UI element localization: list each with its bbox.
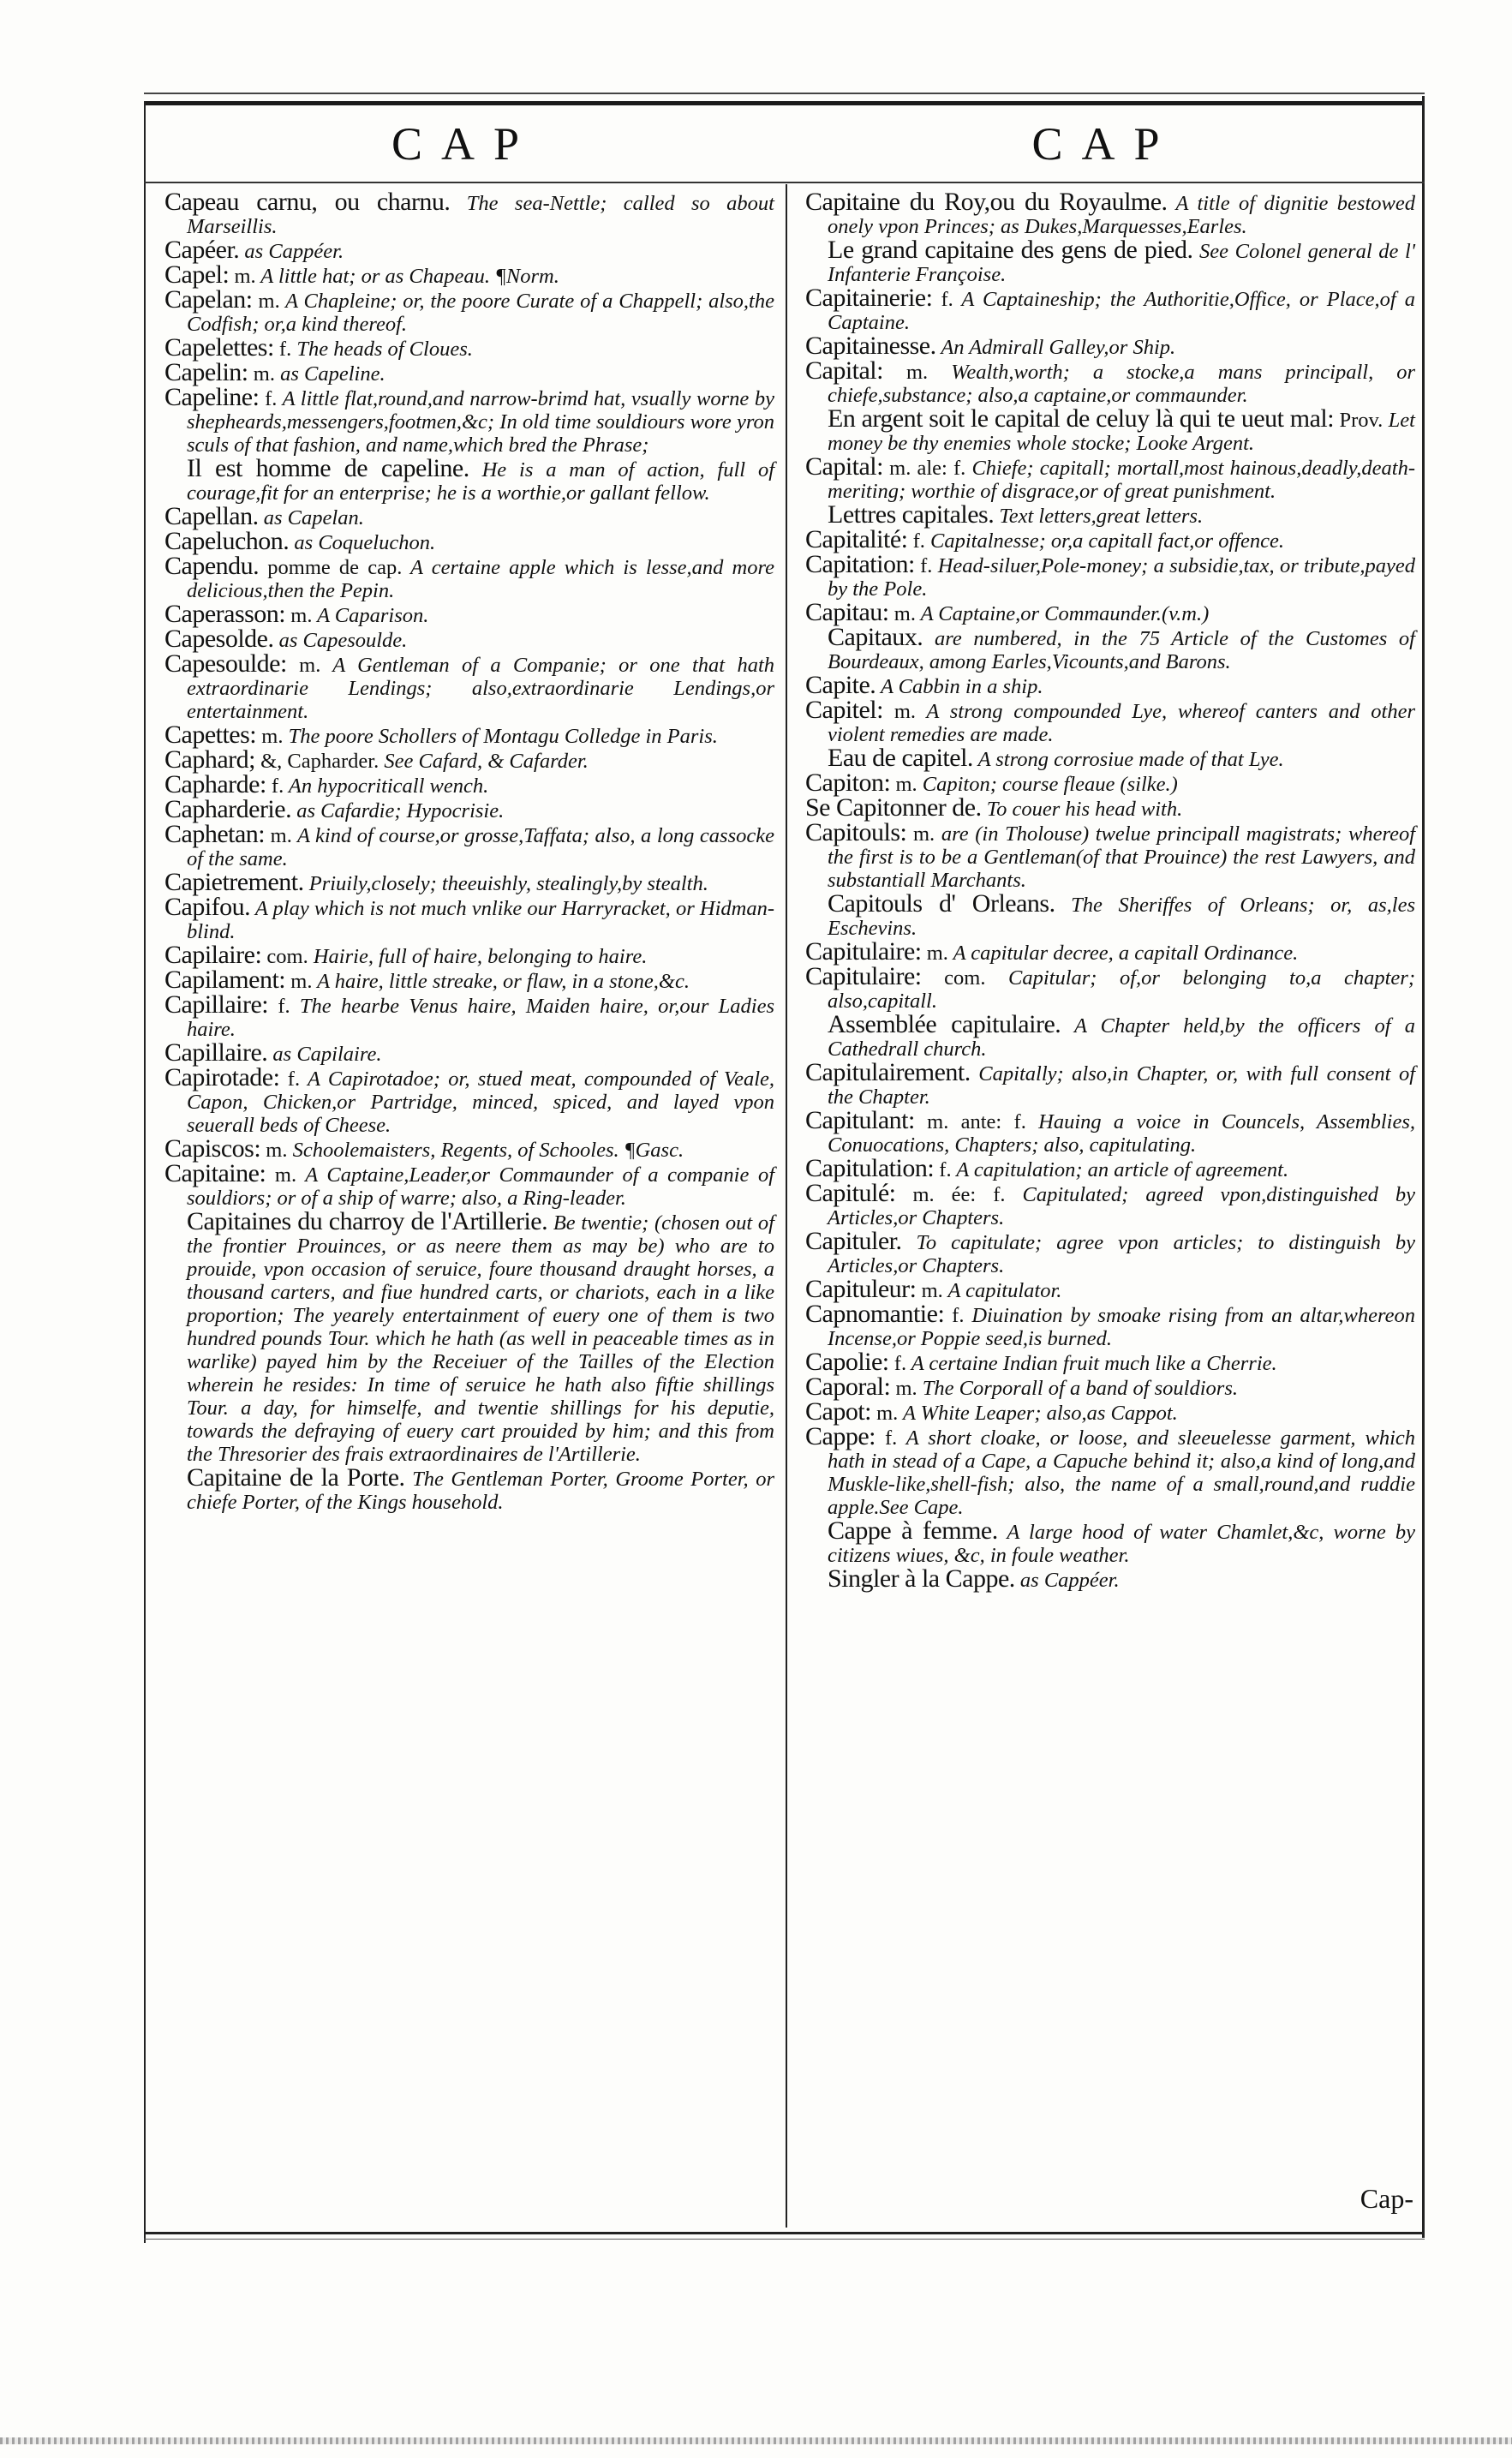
entry-headword: Capharde: bbox=[164, 770, 266, 798]
entry-headword: Capietrement. bbox=[164, 868, 304, 896]
entry-definition: A Cabbin in a ship. bbox=[876, 675, 1043, 698]
entry-definition: See Cafard, & Cafarder. bbox=[379, 750, 589, 773]
dictionary-entry bbox=[164, 454, 775, 505]
entry-definition: A certaine apple which is lesse,and more delicious,then the Pepin. bbox=[187, 556, 774, 602]
dictionary-entry bbox=[805, 1350, 1415, 1375]
entry-headword: Capitainerie: bbox=[805, 284, 933, 312]
dictionary-entry bbox=[805, 404, 1415, 455]
entry-grammar: m. bbox=[871, 1402, 899, 1425]
dictionary-entry bbox=[164, 1463, 774, 1514]
entry-headword: Capitau: bbox=[805, 598, 889, 626]
dictionary-entry bbox=[805, 1181, 1415, 1229]
entry-headword: Capillaire: bbox=[164, 990, 269, 1019]
entry-definition: as Capelan. bbox=[258, 506, 364, 529]
entry-grammar: pomme de cap. bbox=[259, 556, 403, 579]
entry-headword: Capelan: bbox=[164, 285, 253, 314]
dictionary-entry bbox=[805, 1516, 1415, 1567]
entry-grammar: f. bbox=[907, 529, 925, 553]
entry-grammar: m. bbox=[252, 290, 280, 313]
dictionary-entry bbox=[805, 1564, 1415, 1593]
header-rule bbox=[144, 182, 1425, 183]
dictionary-entry bbox=[164, 745, 774, 774]
entry-headword: Capendu. bbox=[164, 552, 260, 580]
entry-definition: Chiefe; capitall; mortall,most hainous,deadly,death-meriting; worthie of disgrace,or of great punishment. bbox=[828, 457, 1415, 503]
frame-left-rule bbox=[144, 101, 146, 2243]
dictionary-entry bbox=[164, 1038, 774, 1067]
catchword: Cap- bbox=[1360, 2183, 1413, 2214]
dictionary-entry bbox=[805, 818, 1415, 892]
dictionary-entry bbox=[805, 698, 1415, 746]
entry-headword: Capifou. bbox=[164, 893, 251, 921]
entry-definition: To capitulate; agree vpon articles; to distinguish by Articles,or Chapters. bbox=[828, 1231, 1415, 1277]
entry-headword: Capesoulde: bbox=[164, 649, 287, 678]
entry-definition: See Colonel general de l' Infanterie Françoise. bbox=[828, 240, 1415, 286]
dictionary-entry bbox=[805, 962, 1415, 1013]
dictionary-entry bbox=[164, 895, 774, 943]
entry-grammar: m. bbox=[890, 773, 917, 796]
entry-definition: To couer his head with. bbox=[981, 798, 1183, 821]
entry-headword: Capite. bbox=[805, 671, 876, 699]
entry-headword: Capitulaire: bbox=[805, 962, 922, 990]
entry-definition: A capitulation; an article of agreement. bbox=[951, 1158, 1289, 1181]
dictionary-entry bbox=[164, 383, 774, 457]
entry-grammar: m. bbox=[921, 942, 948, 965]
dictionary-entry bbox=[164, 333, 774, 362]
entry-grammar: f. bbox=[279, 1068, 301, 1091]
entry-headword: Capesolde. bbox=[164, 625, 274, 653]
entry-headword: Capilaire: bbox=[164, 941, 262, 969]
entry-definition: A large hood of water Chamlet,&c, worne by citizens wiues, &c, in foule weather. bbox=[828, 1521, 1415, 1567]
entry-headword: Capitouls: bbox=[805, 818, 907, 846]
entry-headword: Eau de capitel. bbox=[828, 744, 973, 772]
dictionary-entry bbox=[164, 1063, 774, 1137]
entry-headword: Capel: bbox=[164, 260, 230, 289]
entry-definition: A White Leaper; also,as Cappot. bbox=[898, 1402, 1178, 1425]
entry-definition: A haire, little streake, or flaw, in a stone,&c. bbox=[312, 970, 690, 993]
dictionary-entry bbox=[164, 285, 774, 336]
dictionary-entry bbox=[164, 190, 774, 238]
entry-grammar: f. bbox=[914, 554, 933, 577]
entry-definition: A little hat; or as Chapeau. ¶Norm. bbox=[255, 265, 559, 288]
dictionary-entry bbox=[164, 990, 774, 1041]
frame-right-rule bbox=[1422, 96, 1425, 2238]
entry-definition: A strong compounded Lye, whereof canters and other violent remedies are made. bbox=[828, 700, 1415, 746]
entry-definition: as Coqueluchon. bbox=[289, 531, 436, 554]
dictionary-entry bbox=[805, 1277, 1415, 1302]
entry-definition: A title of dignitie bestowed onely vpon Princes; as Dukes,Marquesses,Earles. bbox=[828, 192, 1415, 238]
entry-grammar: m. bbox=[229, 265, 256, 288]
entry-headword: Capitaine: bbox=[164, 1159, 266, 1187]
entry-definition: as Capeline. bbox=[274, 362, 385, 386]
frame-bottom-rule bbox=[144, 2232, 1425, 2234]
dictionary-entry bbox=[164, 238, 774, 263]
entry-definition: The Sheriffes of Orleans; or, as,les Eschevins. bbox=[828, 894, 1415, 940]
entry-headword: Capiscos: bbox=[164, 1134, 261, 1163]
entry-grammar: m. bbox=[265, 824, 292, 847]
entry-headword: Singler à la Cappe. bbox=[828, 1564, 1015, 1593]
entry-definition: Capiton; course fleaue (silke.) bbox=[917, 773, 1178, 796]
entry-headword: Capelin: bbox=[164, 358, 248, 386]
dictionary-entry bbox=[164, 260, 774, 289]
dictionary-entry bbox=[805, 452, 1415, 503]
entry-headword: En argent soit le capital de celuy là qui te ueut mal: bbox=[828, 404, 1335, 433]
dictionary-entry bbox=[805, 334, 1415, 359]
entry-definition: Hairie, full of haire, belonging to haire. bbox=[308, 945, 648, 968]
entry-grammar: m. bbox=[916, 1279, 943, 1302]
entry-headword: Capeluchon. bbox=[164, 527, 290, 555]
entry-definition: He is a man of action, full of courage,fit for an enterprise; he is a worthie,or gallant fellow. bbox=[187, 458, 775, 505]
dictionary-entry bbox=[805, 889, 1415, 940]
entry-definition: A Captaine,Leader,or Commaunder of a companie of souldiors; or of a ship of warre; also, a Ring-leader. bbox=[187, 1163, 774, 1210]
entry-definition: as Cappéer. bbox=[239, 240, 344, 263]
running-head-left: CAP bbox=[391, 118, 539, 170]
dictionary-entry bbox=[805, 1397, 1415, 1426]
entry-definition: Schoolemaisters, Regents, of Schooles. ¶Gasc. bbox=[287, 1139, 684, 1162]
entry-grammar: f. bbox=[932, 288, 953, 311]
entry-grammar: m. bbox=[260, 1139, 288, 1162]
entry-headword: Capellan. bbox=[164, 502, 259, 530]
entry-headword: Capéer. bbox=[164, 236, 240, 264]
entry-grammar: m. bbox=[266, 1163, 297, 1187]
entry-headword: Caperasson: bbox=[164, 600, 286, 628]
entry-grammar: m. bbox=[256, 725, 284, 748]
entry-headword: Lettres capitales. bbox=[828, 500, 995, 529]
entry-grammar: m. bbox=[286, 654, 321, 677]
frame-bottom-thin-rule bbox=[144, 2239, 1425, 2240]
left-column bbox=[164, 190, 774, 1514]
entry-definition: A Gentleman of a Companie; or one that hath extraordinarie Lendings; also,extraordinarie Lendings,or entertainment. bbox=[187, 654, 774, 723]
entry-headword: Capharderie. bbox=[164, 795, 292, 823]
dictionary-entry bbox=[164, 627, 774, 652]
entry-headword: Capitainesse. bbox=[805, 332, 936, 360]
entry-grammar: f. bbox=[934, 1158, 952, 1181]
entry-headword: Capituleur: bbox=[805, 1275, 917, 1303]
entry-headword: Capettes: bbox=[164, 721, 257, 749]
dictionary-entry bbox=[805, 525, 1415, 553]
dictionary-entry bbox=[164, 602, 774, 627]
entry-definition: Hauing a voice in Councels, Assemblies, Conuocations, Chapters; also, capitulating. bbox=[828, 1110, 1416, 1157]
entry-headword: Capitulant: bbox=[805, 1106, 915, 1134]
dictionary-entry bbox=[805, 598, 1415, 626]
entry-grammar: f. bbox=[268, 995, 290, 1018]
entry-headword: Assemblée capitulaire. bbox=[828, 1010, 1061, 1038]
entry-definition: A short cloake, or loose, and sleeuelesse garment, which hath in stead of a Cape, a Capuche behind it; also,a kind of long,and Muskle-like,shell-fish; also, the name of a small,round,and ruddie apple.See Cape. bbox=[828, 1426, 1415, 1519]
entry-headword: Capital: bbox=[805, 356, 883, 385]
dictionary-entry bbox=[164, 943, 774, 968]
entry-definition: are (in Tholouse) twelue principall magistrats; whereof the first is to be a Gentleman(of that Prouince) the rest Lawyers, and substantiall Marchants. bbox=[828, 822, 1415, 892]
entry-headword: Capilament: bbox=[164, 966, 286, 994]
entry-headword: Capitaux. bbox=[828, 623, 923, 651]
entry-definition: A little flat,round,and narrow-brimd hat, vsually worne by shepheards,messengers,footmen,&c; In old time souldiours wore yron sculs of that fashion, and name,which bred the Phrase; bbox=[187, 387, 774, 457]
entry-definition: A Caparison. bbox=[312, 604, 429, 627]
entry-headword: Caporal: bbox=[805, 1373, 891, 1401]
dictionary-entry bbox=[164, 870, 774, 895]
dictionary-entry bbox=[164, 822, 774, 870]
entry-grammar: f. bbox=[944, 1304, 965, 1327]
frame-top-thin-rule bbox=[144, 93, 1425, 94]
entry-headword: Se Capitonner de. bbox=[805, 793, 982, 822]
dictionary-entry bbox=[805, 1229, 1415, 1277]
entry-headword: Capitulairement. bbox=[805, 1058, 971, 1086]
entry-definition: Priuily,closely; theeuishly, stealingly,by stealth. bbox=[303, 872, 708, 895]
dictionary-entry bbox=[805, 793, 1415, 822]
entry-grammar: f. bbox=[259, 387, 278, 410]
dictionary-entry bbox=[805, 625, 1415, 673]
entry-headword: Il est homme de capeline. bbox=[187, 454, 469, 482]
entry-definition: A certaine Indian fruit much like a Cherrie. bbox=[906, 1352, 1277, 1375]
entry-definition: The hearbe Venus haire, Maiden haire, or,our Ladies haire. bbox=[187, 995, 774, 1041]
dictionary-entry bbox=[805, 1010, 1415, 1061]
entry-headword: Capitulé: bbox=[805, 1179, 896, 1207]
entry-definition: Let money be thy enemies whole stocke; Looke Argent. bbox=[828, 409, 1415, 455]
entry-grammar: com. bbox=[921, 966, 986, 990]
entry-definition: A Chapter held,by the officers of a Cathedrall church. bbox=[828, 1014, 1415, 1061]
entry-definition: An Admirall Galley,or Ship. bbox=[935, 336, 1176, 359]
dictionary-entry bbox=[805, 768, 1415, 797]
dictionary-entry bbox=[164, 502, 774, 530]
entry-headword: Capitouls d' Orleans. bbox=[828, 889, 1055, 918]
entry-grammar: f. bbox=[273, 338, 292, 361]
entry-headword: Capital: bbox=[805, 452, 883, 481]
dictionary-entry bbox=[164, 968, 774, 993]
entry-definition: as Cappéer. bbox=[1014, 1569, 1120, 1592]
entry-definition: The Gentleman Porter, Groome Porter, or chiefe Porter, of the Kings household. bbox=[187, 1468, 774, 1514]
entry-headword: Capitalité: bbox=[805, 525, 908, 553]
entry-definition: Capitalnesse; or,a capitall fact,or offence. bbox=[924, 529, 1285, 553]
dictionary-entry bbox=[164, 770, 774, 798]
dictionary-entry bbox=[164, 795, 774, 823]
dictionary-entry bbox=[164, 1159, 774, 1210]
dictionary-entry bbox=[805, 673, 1415, 698]
entry-headword: Capirotade: bbox=[164, 1063, 280, 1091]
entry-definition: The heads of Cloues. bbox=[291, 338, 473, 361]
dictionary-entry bbox=[164, 1134, 774, 1163]
entry-definition: Capitally; also,in Chapter, or, with full consent of the Chapter. bbox=[828, 1062, 1415, 1109]
entry-headword: Capelettes: bbox=[164, 333, 274, 362]
entry-grammar: m. bbox=[890, 1377, 917, 1400]
entry-definition: A Capirotadoe; or, stued meat, compounded of Veale, Capon, Chicken,or Partridge, minced, spiced, and layed vpon seuerall beds of Cheese. bbox=[187, 1068, 774, 1137]
entry-definition: A play which is not much vnlike our Harryracket, or Hidman-blind. bbox=[187, 897, 774, 943]
entry-definition: The sea-Nettle; called so about Marseillis. bbox=[187, 192, 774, 238]
entry-headword: Capitulation: bbox=[805, 1154, 935, 1182]
dictionary-entry bbox=[805, 1422, 1415, 1519]
entry-definition: Capitular; of,or belonging to,a chapter; also,capitall. bbox=[828, 966, 1415, 1013]
entry-grammar: m. ale: f. bbox=[882, 457, 966, 480]
entry-definition: A capitulator. bbox=[942, 1279, 1062, 1302]
entry-definition: Be twentie; (chosen out of the frontier Prouinces, or as neere them as may be) who are to prouide, vpon occasion of seruice, foure thousand draught horses, a thousand carters, and fiue hundred carts, or chariots, each in a like proportion; The yearely entertainment of euery one of them is two hundred pounds Tour. which he hath (as well in peaceable times as in warlike) payed him by the Receiuer of the Tailles of the Election wherein he resides: In time of seruice he hath also fiftie shillings Tour. a day, for himselfe, and twentie shillings for his deputie, towards the defraying of euery cart prouided by him; and this from the Thresorier des frais extraordinaires de l'Artillerie. bbox=[187, 1211, 774, 1466]
dictionary-entry bbox=[164, 554, 774, 602]
dictionary-entry bbox=[805, 550, 1415, 601]
dictionary-entry bbox=[164, 529, 774, 554]
dictionary-entry bbox=[164, 358, 774, 386]
entry-definition: as Cafardie; Hypocrisie. bbox=[291, 799, 505, 822]
entry-headword: Capillaire. bbox=[164, 1038, 268, 1067]
entry-definition: The poore Schollers of Montagu Colledge in Paris. bbox=[283, 725, 718, 748]
entry-headword: Capitaine de la Porte. bbox=[187, 1463, 405, 1492]
entry-grammar: m. ante: f. bbox=[914, 1110, 1026, 1133]
entry-definition: are numbered, in the 75 Article of the Customes of Bourdeaux, among Earles,Vicounts,and Barons. bbox=[828, 627, 1415, 673]
dictionary-entry bbox=[805, 286, 1415, 334]
dictionary-entry bbox=[805, 1058, 1415, 1109]
entry-headword: Capitation: bbox=[805, 550, 915, 578]
entry-headword: Capitel: bbox=[805, 696, 883, 724]
entry-headword: Cappe: bbox=[805, 1422, 876, 1450]
entry-headword: Capeline: bbox=[164, 383, 260, 411]
entry-headword: Capeau carnu, ou charnu. bbox=[164, 188, 451, 216]
dictionary-entry bbox=[805, 1375, 1415, 1400]
entry-grammar: &, Capharder. bbox=[254, 750, 379, 773]
running-head-right: CAP bbox=[1031, 118, 1179, 170]
dictionary-entry bbox=[164, 1207, 774, 1466]
entry-grammar: m. bbox=[888, 602, 916, 625]
entry-headword: Capituler. bbox=[805, 1227, 902, 1255]
entry-headword: Capnomantie: bbox=[805, 1300, 945, 1328]
entry-grammar: Prov. bbox=[1334, 409, 1384, 432]
entry-grammar: m. ée: f. bbox=[895, 1183, 1006, 1206]
entry-definition: as Capesoulde. bbox=[273, 629, 408, 652]
entry-headword: Le grand capitaine des gens de pied. bbox=[828, 236, 1193, 264]
dictionary-entry bbox=[805, 356, 1415, 407]
entry-grammar: m. bbox=[248, 362, 275, 386]
entry-grammar: f. bbox=[888, 1352, 907, 1375]
dictionary-entry bbox=[805, 500, 1415, 529]
entry-definition: A Chapleine; or, the poore Curate of a Chappell; also,the Codfish; or,a kind thereof. bbox=[187, 290, 774, 336]
dictionary-entry bbox=[805, 1154, 1415, 1182]
entry-definition: The Corporall of a band of souldiors. bbox=[917, 1377, 1238, 1400]
entry-headword: Capitaine du Roy,ou du Royaulme. bbox=[805, 188, 1168, 216]
entry-headword: Capolie: bbox=[805, 1348, 889, 1376]
entry-headword: Capitaines du charroy de l'Artillerie. bbox=[187, 1207, 548, 1235]
dictionary-entry bbox=[164, 649, 774, 723]
entry-definition: Wealth,worth; a stocke,a mans principall, or chiefe,substance; also,a captaine,or commaunder. bbox=[828, 361, 1415, 407]
dictionary-entry bbox=[164, 723, 774, 748]
entry-definition: Diuination by smoake rising from an altar,whereon Incense,or Poppie seed,is burned. bbox=[828, 1304, 1415, 1350]
entry-headword: Caphetan: bbox=[164, 820, 266, 848]
scan-edge-strip bbox=[0, 2437, 1512, 2444]
entry-definition: as Capilaire. bbox=[267, 1043, 382, 1066]
entry-headword: Capot: bbox=[805, 1397, 871, 1426]
entry-headword: Caphard; bbox=[164, 745, 255, 774]
entry-grammar: com. bbox=[261, 945, 308, 968]
dictionary-entry bbox=[805, 746, 1415, 771]
entry-grammar: m. bbox=[285, 970, 313, 993]
dictionary-entry bbox=[805, 190, 1415, 238]
column-divider bbox=[786, 184, 787, 2228]
entry-grammar: f. bbox=[266, 774, 284, 798]
entry-definition: A Captaine,or Commaunder.(v.m.) bbox=[915, 602, 1210, 625]
entry-grammar: m. bbox=[882, 361, 929, 384]
entry-definition: An hypocriticall wench. bbox=[284, 774, 489, 798]
entry-definition: Text letters,great letters. bbox=[994, 505, 1204, 528]
entry-definition: Capitulated; agreed vpon,distinguished by Articles,or Chapters. bbox=[828, 1183, 1415, 1229]
entry-headword: Cappe à femme. bbox=[828, 1516, 998, 1545]
dictionary-entry bbox=[805, 1302, 1415, 1350]
dictionary-entry bbox=[805, 1106, 1416, 1157]
entry-definition: Head-siluer,Pole-money; a subsidie,tax, or tribute,payed by the Pole. bbox=[828, 554, 1415, 601]
entry-headword: Capiton: bbox=[805, 768, 891, 797]
entry-grammar: m. bbox=[285, 604, 313, 627]
entry-grammar: m. bbox=[906, 822, 935, 846]
entry-headword: Capitulaire: bbox=[805, 937, 922, 966]
entry-grammar: f. bbox=[875, 1426, 898, 1450]
frame-top-rule bbox=[144, 101, 1425, 105]
entry-definition: A capitular decree, a capitall Ordinance. bbox=[947, 942, 1299, 965]
entry-definition: A Captaineship; the Authoritie,Office, or Place,of a Captaine. bbox=[828, 288, 1415, 334]
dictionary-entry bbox=[805, 238, 1415, 286]
entry-definition: A strong corrosiue made of that Lye. bbox=[972, 748, 1284, 771]
entry-grammar: m. bbox=[882, 700, 916, 723]
entry-definition: A kind of course,or grosse,Taffata; also, a long cassocke of the same. bbox=[187, 824, 774, 870]
dictionary-entry bbox=[805, 937, 1415, 966]
right-column bbox=[805, 190, 1415, 1592]
